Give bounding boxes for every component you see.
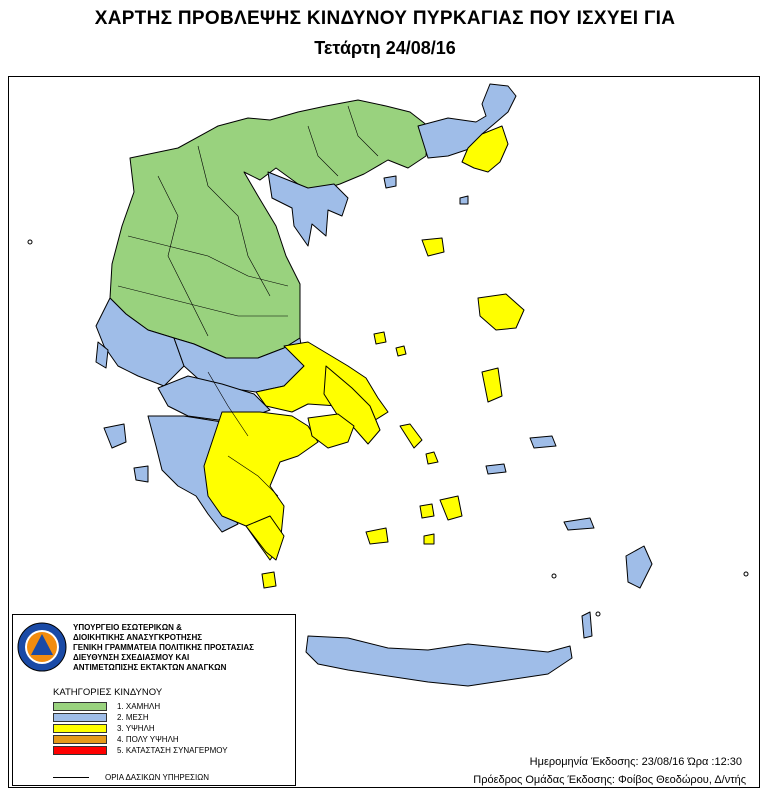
island-zakynthos — [134, 466, 148, 482]
org-line: ΥΠΟΥΡΓΕΙΟ ΕΣΩΤΕΡΙΚΩΝ & — [73, 623, 182, 632]
island-santorini — [424, 534, 434, 544]
legend-panel — [12, 614, 296, 786]
island-kos — [564, 518, 594, 530]
island-kefalonia — [104, 424, 126, 448]
org-line: ΑΝΤΙΜΕΤΩΠΙΣΗΣ ΕΚΤΑΚΤΩΝ ΑΝΑΓΚΩΝ — [73, 663, 227, 672]
island-crete — [306, 636, 572, 686]
issue-date-time: Ημερομηνία Έκδοσης: 23/08/16 Ώρα :12:30 — [529, 756, 742, 768]
island-naxos — [440, 496, 462, 520]
island-rhodes — [626, 546, 652, 588]
swatch-medium — [53, 713, 107, 722]
civil-protection-logo — [17, 622, 67, 672]
issuing-team-president: Πρόεδρος Ομάδας Έκδοσης: Φοίβος Θεοδώρου, Δ/ντής — [473, 774, 746, 786]
island-samothraki — [460, 196, 468, 204]
category-label: 4. ΠΟΛΥ ΥΨΗΛΗ — [117, 735, 179, 744]
organization-block — [73, 623, 254, 673]
map-date: Τετάρτη 24/08/16 — [314, 38, 456, 58]
region-northern-greece — [110, 100, 428, 358]
swatch-alarm — [53, 746, 107, 755]
map-title: ΧΑΡΤΗΣ ΠΡΟΒΛΕΨΗΣ ΚΙΝΔΥΝΟΥ ΠΥΡΚΑΓΙΑΣ ΠΟΥ ΙΣΧΥΕΙ ΓΙΑ — [94, 8, 676, 29]
org-line: ΔΙΟΙΚΗΤΙΚΗΣ ΑΝΑΣΥΓΚΡΟΤΗΣΗΣ — [73, 633, 203, 642]
island-skiathos — [374, 332, 386, 344]
island-chios — [482, 368, 502, 402]
island-ikaria — [486, 464, 506, 474]
risk-category-low — [53, 701, 228, 712]
island-milos — [366, 528, 388, 544]
island-karpathos — [582, 612, 592, 638]
risk-category-medium — [53, 712, 228, 723]
island-limnos — [422, 238, 444, 256]
category-label: 2. ΜΕΣΗ — [117, 713, 149, 722]
category-label: 5. ΚΑΤΑΣΤΑΣΗ ΣΥΝΑΓΕΡΜΟΥ — [117, 746, 228, 755]
island-kythera — [262, 572, 276, 588]
org-line: ΓΕΝΙΚΗ ΓΡΑΜΜΑΤΕΙΑ ΠΟΛΙΤΙΚΗΣ ΠΡΟΣΤΑΣΙΑΣ — [73, 643, 254, 652]
island-andros — [400, 424, 422, 448]
risk-categories-heading: ΚΑΤΗΓΟΡΙΕΣ ΚΙΝΔΥΝΟΥ — [53, 687, 163, 698]
island-thasos — [384, 176, 396, 188]
swatch-very-high — [53, 735, 107, 744]
swatch-high — [53, 724, 107, 733]
boundary-legend — [53, 773, 209, 782]
island-lesvos — [478, 294, 524, 330]
category-label: 1. ΧΑΜΗΛΗ — [117, 702, 161, 711]
risk-category-very-high — [53, 734, 228, 745]
island-skopelos — [396, 346, 406, 356]
org-line: ΔΙΕΥΘΥΝΣΗ ΣΧΕΔΙΑΣΜΟΥ ΚΑΙ — [73, 653, 190, 662]
boundary-label: ΟΡΙΑ ΔΑΣΙΚΩΝ ΥΠΗΡΕΣΙΩΝ — [105, 773, 209, 782]
category-label: 3. ΥΨΗΛΗ — [117, 724, 155, 733]
island-samos — [530, 436, 556, 448]
swatch-low — [53, 702, 107, 711]
risk-categories-list — [53, 701, 228, 756]
risk-category-high — [53, 723, 228, 734]
boundary-line-sample — [53, 777, 89, 778]
risk-category-alarm — [53, 745, 228, 756]
island-tinos — [426, 452, 438, 464]
island-paros — [420, 504, 434, 518]
